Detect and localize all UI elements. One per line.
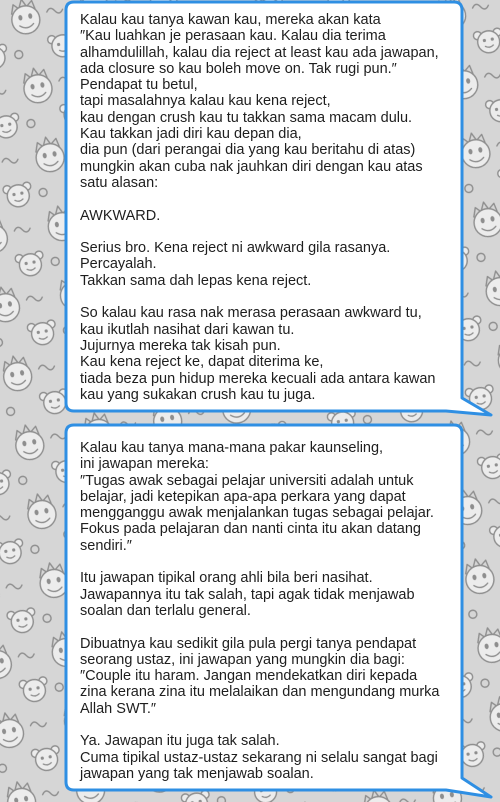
text-line: Serius bro. Kena reject ni awkward gila rasanya. [80,240,391,257]
text-line: Cuma tipikal ustaz-ustaz sekarang ni selalu sangat bagi [80,749,438,766]
paragraph [80,570,458,619]
text-line: zina kerana zina itu melalaikan dan mengundang murka [80,684,440,701]
text-line: tiada beza pun hidup mereka kecuali ada antara kawan [80,370,436,387]
text-line: AWKWARD. [80,207,161,224]
text-line: seorang ustaz, ini jawapan yang mungkin dia bagi: [80,651,405,668]
text-line: ″Couple itu haram. Jangan mendekatkan diri kepada [80,668,418,685]
text-line: satu alasan: [80,174,159,191]
paragraph [80,208,458,224]
text-line: Itu jawapan tipikal orang ahli bila beri nasihat. [80,570,373,587]
text-line: Jujurnya mereka tak kisah pun. [80,337,281,354]
text-line: Ya. Jawapan itu juga tak salah. [80,733,280,750]
text-line: mengganggu awak menjalankan tugas sebagai pelajar. [80,505,434,522]
text-line: kau yang sukakan crush kau tu juga. [80,386,316,403]
paragraph [80,12,458,191]
speech-bubble-1-text [80,12,458,403]
text-line: Kau kena reject ke, dapat diterima ke, [80,354,324,371]
text-line: ″Kau luahkan je perasaan kau. Kalau dia terima [80,28,386,45]
text-line: Percayalah. [80,256,157,273]
text-line: ″Tugas awak sebagai pelajar universiti adalah untuk [80,472,414,489]
text-line: Pendapat tu betul, [80,77,198,94]
paragraph [80,240,458,289]
text-line: Jawapannya itu tak salah, tapi agak tidak menjawab [80,586,415,603]
text-line: Takkan sama dah lepas kena reject. [80,272,312,289]
text-line: soalan dan terlalu general. [80,602,251,619]
text-line: jawapan yang tak menjawab soalan. [80,765,314,782]
text-line: ada closure so kau boleh move on. Tak rugi pun.″ [80,60,397,77]
text-line: ini jawapan mereka: [80,456,209,473]
text-line: alhamdulillah, kalau dia reject at least kau ada jawapan, [80,44,439,61]
text-line: tapi masalahnya kalau kau kena reject, [80,93,331,110]
text-line: sendiri.″ [80,537,132,554]
paragraph [80,733,458,782]
text-line: Kalau kau tanya mana-mana pakar kaunseling, [80,440,384,456]
text-line: mungkin akan cuba nak jauhkan diri dengan kau atas [80,158,423,175]
text-line: belajar, jadi ketepikan apa-apa perkara yang dapat [80,488,406,505]
paragraph [80,305,458,403]
paragraph [80,636,458,717]
text-line: So kalau kau rasa nak merasa perasaan awkward tu, [80,305,422,322]
text-line: Allah SWT.″ [80,700,157,717]
text-line: Dibuatnya kau sedikit gila pula pergi tanya pendapat [80,635,417,652]
text-line: dia pun (dari perangai dia yang kau beritahu di atas) [80,142,416,159]
text-line: Fokus pada pelajaran dan nanti cinta itu akan datang [80,521,421,538]
text-line: kau ikutlah nasihat dari kawan tu. [80,321,295,338]
text-line: kau dengan crush kau tu takkan sama macam dulu. [80,109,413,126]
paragraph [80,440,458,554]
speech-bubble-2-text [80,440,458,782]
text-line: Kalau kau tanya kawan kau, mereka akan kata [80,12,381,28]
text-line: Kau takkan jadi diri kau depan dia, [80,126,302,143]
